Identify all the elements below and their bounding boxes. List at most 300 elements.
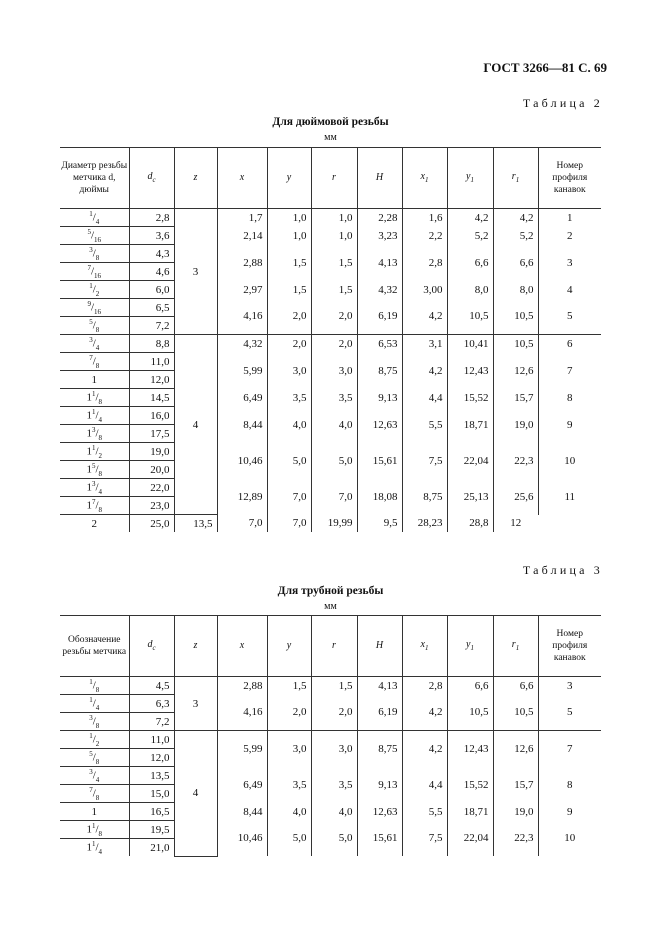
thread-size: $1^5/_8$ (60, 461, 129, 479)
cell-y1: 22,04 (447, 443, 493, 479)
cell-dc: 12,0 (129, 371, 174, 389)
cell-x: 5,99 (217, 731, 267, 767)
fraction-denominator: 8 (98, 397, 103, 406)
cell-y: 5,0 (267, 821, 311, 857)
header-z: z (174, 148, 217, 209)
cell-x1: 5,5 (402, 803, 447, 821)
cell-dc: 25,0 (129, 515, 174, 533)
cell-r: 1,5 (311, 677, 357, 695)
cell-z: 3 (174, 677, 217, 731)
header-profile-number: Номер профиля канавок (538, 148, 601, 209)
cell-r: 1,5 (311, 245, 357, 281)
cell-r: 4,0 (311, 407, 357, 443)
cell-x: 6,49 (217, 767, 267, 803)
cell-x: 2,88 (217, 245, 267, 281)
cell-r: 3,5 (311, 389, 357, 407)
cell-y1: 12,43 (447, 731, 493, 767)
header-z: z (174, 616, 217, 677)
cell-H: 4,32 (357, 281, 402, 299)
cell-r1: 10,5 (493, 335, 538, 353)
cell-H: 15,61 (357, 821, 402, 857)
thread-size: $^7/_{16}$ (60, 263, 129, 281)
header-y1: $y_1$ (447, 148, 493, 209)
cell-r: 7,0 (311, 479, 357, 515)
cell-y1: 4,2 (447, 209, 493, 227)
thread-size: $^7/_8$ (60, 785, 129, 803)
cell-x: 12,89 (217, 479, 267, 515)
cell-x1: 8,75 (402, 479, 447, 515)
cell-x: 13,5 (174, 515, 217, 533)
thread-size: $1^1/_4$ (86, 839, 103, 856)
thread-size: $^5/_{16}$ (60, 227, 129, 245)
cell-r1: 19,0 (493, 407, 538, 443)
fraction-denominator: 4 (98, 487, 103, 496)
cell-x1: 2,8 (402, 245, 447, 281)
cell-y: 7,0 (267, 479, 311, 515)
cell-H: 18,08 (357, 479, 402, 515)
cell-r: 1,0 (311, 227, 357, 245)
fraction-denominator: 8 (95, 325, 100, 334)
cell-dc: 4,6 (129, 263, 174, 281)
fraction-denominator: 8 (95, 721, 100, 730)
header-H: H (357, 148, 402, 209)
fraction-denominator: 2 (95, 739, 100, 748)
cell-x: 2,14 (217, 227, 267, 245)
cell-x: 5,99 (217, 353, 267, 389)
fraction-denominator: 8 (95, 757, 100, 766)
header-r1: $r_1$ (493, 148, 538, 209)
header-x1: $x_1$ (402, 148, 447, 209)
cell-y: 2,0 (267, 299, 311, 335)
fraction-numerator: 1 (91, 839, 96, 848)
header-r1: $r_1$ (493, 616, 538, 677)
cell-x1: 3,00 (402, 281, 447, 299)
fraction-numerator: 3 (91, 479, 96, 488)
cell-H: 19,99 (311, 515, 357, 533)
cell-z: 3 (174, 209, 217, 335)
cell-y: 3,5 (267, 389, 311, 407)
cell-dc: 13,5 (129, 767, 174, 785)
cell-r1: 6,6 (493, 245, 538, 281)
cell-y: 2,0 (267, 695, 311, 731)
cell-profile-number: 6 (538, 335, 601, 353)
fraction-numerator: 1 (89, 731, 93, 740)
cell-x1: 4,2 (402, 299, 447, 335)
table-row (60, 353, 601, 371)
cell-x: 2,88 (217, 677, 267, 695)
table3-label: Таблица 3 (522, 563, 603, 577)
header-x: x (217, 148, 267, 209)
fraction-numerator: 5 (89, 317, 93, 326)
thread-size: $^1/_2$ (60, 731, 129, 749)
fraction-numerator: 7 (89, 785, 93, 794)
cell-dc: 16,5 (129, 803, 174, 821)
cell-y1: 8,0 (447, 281, 493, 299)
cell-profile-number: 7 (538, 353, 601, 389)
cell-x1: 3,1 (402, 335, 447, 353)
fraction-numerator: 7 (87, 263, 91, 272)
fraction-denominator: 4 (95, 703, 100, 712)
cell-r1: 6,6 (493, 677, 538, 695)
cell-y1: 15,52 (447, 389, 493, 407)
cell-x1: 4,2 (402, 731, 447, 767)
cell-dc: 7,2 (129, 317, 174, 335)
header-y: y (267, 616, 311, 677)
table2-title: Для дюймовой резьбы (272, 116, 389, 128)
header-thread-diameter: Диаметр резьбы метчика d, дюймы (60, 148, 129, 209)
cell-profile-number: 3 (538, 245, 601, 281)
cell-dc: 4,3 (129, 245, 174, 263)
cell-H: 12,63 (357, 803, 402, 821)
cell-dc: 2,8 (129, 209, 174, 227)
fraction-denominator: 8 (98, 829, 103, 838)
whole-part: 1 (86, 445, 92, 458)
thread-size: $^3/_4$ (60, 767, 129, 785)
cell-y: 2,0 (267, 335, 311, 353)
cell-x1: 1,6 (402, 209, 447, 227)
cell-x: 4,32 (217, 335, 267, 353)
cell-y: 1,5 (267, 677, 311, 695)
cell-dc: 12,0 (129, 749, 174, 767)
cell-y1: 6,6 (447, 245, 493, 281)
table-row (60, 515, 601, 533)
cell-dc: 7,2 (129, 713, 174, 731)
cell-y1: 10,41 (447, 335, 493, 353)
fraction-denominator: 4 (95, 343, 100, 352)
whole-part: 1 (86, 463, 92, 476)
cell-x: 8,44 (217, 407, 267, 443)
thread-size (60, 371, 129, 389)
cell-H: 8,75 (357, 731, 402, 767)
fraction-numerator: 3 (89, 245, 93, 254)
cell-dc: 4,5 (129, 677, 174, 695)
table-row (60, 281, 601, 299)
fraction-numerator: 9 (87, 299, 91, 308)
cell-r: 3,5 (311, 767, 357, 803)
thread-size: $^3/_8$ (60, 713, 129, 731)
whole-part: 1 (86, 841, 92, 854)
cell-profile-number: 4 (538, 281, 601, 299)
fraction-numerator: 7 (89, 353, 93, 362)
table-pipe-thread (60, 615, 601, 857)
cell-H: 6,19 (357, 695, 402, 731)
cell-y1: 10,5 (447, 695, 493, 731)
fraction-numerator: 7 (91, 497, 96, 506)
table-row (60, 209, 601, 227)
fraction-denominator: 8 (98, 433, 103, 442)
cell-profile-number: 10 (538, 443, 601, 479)
fraction-numerator: 1 (89, 281, 93, 290)
fraction-numerator: 3 (89, 767, 93, 776)
cell-profile-number: 8 (538, 389, 601, 407)
cell-dc: 20,0 (129, 461, 174, 479)
thread-size: $1^7/_8$ (60, 497, 129, 515)
cell-y: 1,5 (267, 281, 311, 299)
fraction-numerator: 3 (89, 335, 93, 344)
cell-profile-number: 12 (493, 515, 538, 533)
cell-x1: 4,2 (402, 695, 447, 731)
cell-r1: 15,7 (493, 767, 538, 803)
table-row (60, 479, 601, 497)
cell-H: 9,13 (357, 389, 402, 407)
thread-size: $1^3/_4$ (60, 479, 129, 497)
cell-x1: 4,2 (402, 353, 447, 389)
thread-size: $^5/_8$ (60, 749, 129, 767)
table-row (60, 767, 601, 785)
table-row (60, 407, 601, 425)
cell-y: 5,0 (267, 443, 311, 479)
cell-x: 4,16 (217, 695, 267, 731)
header-r: r (311, 616, 357, 677)
cell-y1: 28,23 (402, 515, 447, 533)
cell-profile-number: 7 (538, 731, 601, 767)
thread-size: $1^3/_8$ (60, 425, 129, 443)
table2-label: Таблица 2 (522, 96, 603, 110)
cell-y1: 18,71 (447, 803, 493, 821)
cell-profile-number: 9 (538, 803, 601, 821)
cell-dc: 8,8 (129, 335, 174, 353)
cell-x: 6,49 (217, 389, 267, 407)
cell-profile-number: 9 (538, 407, 601, 443)
table-row (60, 803, 601, 821)
table-row (60, 227, 601, 245)
thread-size: $^1/_4$ (60, 209, 129, 227)
fraction-numerator: 5 (87, 227, 91, 236)
fraction-denominator: 4 (95, 775, 100, 784)
cell-r1: 25,6 (493, 479, 538, 515)
cell-x1: 2,8 (402, 677, 447, 695)
cell-y: 4,0 (267, 803, 311, 821)
cell-profile-number: 11 (538, 479, 601, 515)
cell-y: 3,0 (267, 731, 311, 767)
header-y1: $y_1$ (447, 616, 493, 677)
table-header-row (60, 616, 601, 677)
table2-unit: мм (324, 132, 337, 143)
table-row (60, 299, 601, 317)
cell-y1: 6,6 (447, 677, 493, 695)
fraction-numerator: 5 (91, 461, 96, 470)
table-row (60, 389, 601, 407)
cell-y: 3,0 (267, 353, 311, 389)
whole-part: 1 (86, 409, 92, 422)
cell-r1: 8,0 (493, 281, 538, 299)
fraction-denominator: 2 (95, 289, 100, 298)
fraction-denominator: 8 (95, 793, 100, 802)
table-row (60, 335, 601, 353)
table-header-row (60, 148, 601, 209)
cell-r1: 22,3 (493, 821, 538, 857)
cell-dc: 11,0 (129, 731, 174, 749)
cell-r: 2,0 (311, 335, 357, 353)
cell-r: 3,0 (311, 353, 357, 389)
table-row (60, 245, 601, 263)
fraction-denominator: 2 (98, 451, 103, 460)
cell-r1: 10,5 (493, 695, 538, 731)
cell-H: 4,13 (357, 245, 402, 281)
thread-size (60, 803, 129, 821)
cell-x: 2,97 (217, 281, 267, 299)
cell-profile-number: 3 (538, 677, 601, 695)
header-dc: $d_с$ (129, 148, 174, 209)
fraction-denominator: 16 (94, 271, 102, 280)
fraction-numerator: 1 (91, 821, 96, 830)
cell-dc: 3,6 (129, 227, 174, 245)
cell-x1: 4,4 (402, 767, 447, 803)
header-H: H (357, 616, 402, 677)
cell-z: 4 (174, 731, 217, 857)
cell-dc: 21,0 (129, 839, 174, 857)
fraction-denominator: 4 (98, 415, 103, 424)
cell-r: 2,0 (311, 299, 357, 335)
cell-r1: 15,7 (493, 389, 538, 407)
cell-H: 6,19 (357, 299, 402, 335)
cell-z: 4 (174, 335, 217, 515)
header-profile-number: Номер профиля канавок (538, 616, 601, 677)
cell-dc: 19,0 (129, 443, 174, 461)
cell-y: 3,5 (267, 767, 311, 803)
fraction-numerator: 3 (91, 425, 96, 434)
fraction-denominator: 4 (95, 217, 100, 226)
cell-profile-number: 5 (538, 299, 601, 335)
cell-dc: 6,3 (129, 695, 174, 713)
header-x: x (217, 616, 267, 677)
thread-size: $^1/_8$ (60, 677, 129, 695)
fraction-denominator: 8 (98, 469, 103, 478)
table3-title: Для трубной резьбы (277, 585, 384, 597)
fraction-numerator: 1 (91, 389, 96, 398)
fraction-denominator: 8 (98, 505, 103, 514)
cell-r1: 12,6 (493, 353, 538, 389)
thread-size: $^3/_8$ (60, 245, 129, 263)
header-thread-designation: Обозначение резьбы метчика (60, 616, 129, 677)
fraction-numerator: 3 (89, 713, 93, 722)
fraction-denominator: 16 (94, 235, 102, 244)
cell-H: 3,23 (357, 227, 402, 245)
cell-x: 10,46 (217, 821, 267, 857)
cell-x: 1,7 (217, 209, 267, 227)
thread-size: $1^1/_4$ (60, 407, 129, 425)
cell-x1: 9,5 (357, 515, 402, 533)
fraction-numerator: 5 (89, 749, 93, 758)
fraction-numerator: 1 (89, 695, 93, 704)
cell-y: 1,0 (267, 209, 311, 227)
cell-H: 9,13 (357, 767, 402, 803)
cell-dc: 15,0 (129, 785, 174, 803)
cell-r: 4,0 (311, 803, 357, 821)
whole-part: 1 (86, 391, 92, 404)
cell-x: 10,46 (217, 443, 267, 479)
table-inch-thread (60, 147, 601, 532)
whole-part: 1 (86, 427, 92, 440)
thread-size: $^5/_8$ (60, 317, 129, 335)
cell-y1: 22,04 (447, 821, 493, 857)
whole-part: 1 (86, 499, 92, 512)
fraction-numerator: 1 (89, 209, 93, 218)
cell-x1: 4,4 (402, 389, 447, 407)
cell-dc: 16,0 (129, 407, 174, 425)
cell-y1: 10,5 (447, 299, 493, 335)
cell-y1: 25,13 (447, 479, 493, 515)
table-row (60, 677, 601, 695)
cell-dc: 23,0 (129, 497, 174, 515)
fraction-numerator: 1 (91, 443, 96, 452)
fraction-denominator: 8 (95, 685, 100, 694)
cell-dc: 6,0 (129, 281, 174, 299)
cell-r1: 4,2 (493, 209, 538, 227)
header-r: r (311, 148, 357, 209)
whole-part: 2 (91, 517, 97, 530)
whole-part: 1 (91, 805, 97, 818)
table3-unit: мм (324, 601, 337, 612)
header-y: y (267, 148, 311, 209)
cell-x1: 5,5 (402, 407, 447, 443)
thread-size: $1^1/_8$ (60, 821, 129, 839)
cell-dc: 19,5 (129, 821, 174, 839)
fraction-denominator: 16 (94, 307, 102, 316)
cell-dc: 11,0 (129, 353, 174, 371)
document-header: ГОСТ 3266—81 С. 69 (483, 60, 607, 75)
cell-H: 15,61 (357, 443, 402, 479)
whole-part: 1 (86, 823, 92, 836)
thread-size: $^3/_4$ (60, 335, 129, 353)
cell-profile-number: 2 (538, 227, 601, 245)
table-row (60, 443, 601, 461)
cell-H: 2,28 (357, 209, 402, 227)
whole-part: 1 (86, 481, 92, 494)
whole-part: 1 (91, 373, 97, 386)
cell-r: 5,0 (311, 821, 357, 857)
cell-r1: 22,3 (493, 443, 538, 479)
cell-y1: 18,71 (447, 407, 493, 443)
cell-r: 1,5 (311, 281, 357, 299)
cell-r: 7,0 (267, 515, 311, 533)
cell-r1: 5,2 (493, 227, 538, 245)
cell-r1: 12,6 (493, 731, 538, 767)
cell-r1: 19,0 (493, 803, 538, 821)
table-row (60, 695, 601, 713)
cell-r: 1,0 (311, 209, 357, 227)
fraction-numerator: 1 (89, 677, 93, 686)
cell-x: 8,44 (217, 803, 267, 821)
cell-dc: 14,5 (129, 389, 174, 407)
cell-r1: 10,5 (493, 299, 538, 335)
cell-r: 2,0 (311, 695, 357, 731)
cell-profile-number: 5 (538, 695, 601, 731)
cell-y1: 5,2 (447, 227, 493, 245)
thread-size: $^1/_2$ (60, 281, 129, 299)
table-row (60, 821, 601, 839)
cell-r1: 28,8 (447, 515, 493, 533)
cell-y: 4,0 (267, 407, 311, 443)
cell-profile-number: 10 (538, 821, 601, 857)
cell-dc: 22,0 (129, 479, 174, 497)
thread-size: $^1/_4$ (60, 695, 129, 713)
cell-x1: 7,5 (402, 821, 447, 857)
thread-size: $1^1/_2$ (60, 443, 129, 461)
cell-x: 4,16 (217, 299, 267, 335)
cell-profile-number: 8 (538, 767, 601, 803)
cell-dc: 17,5 (129, 425, 174, 443)
table-row (60, 731, 601, 749)
cell-y1: 15,52 (447, 767, 493, 803)
cell-y: 1,0 (267, 227, 311, 245)
cell-H: 12,63 (357, 407, 402, 443)
fraction-denominator: 8 (95, 361, 100, 370)
cell-r: 5,0 (311, 443, 357, 479)
thread-size: $^7/_8$ (60, 353, 129, 371)
cell-r: 3,0 (311, 731, 357, 767)
cell-x1: 2,2 (402, 227, 447, 245)
